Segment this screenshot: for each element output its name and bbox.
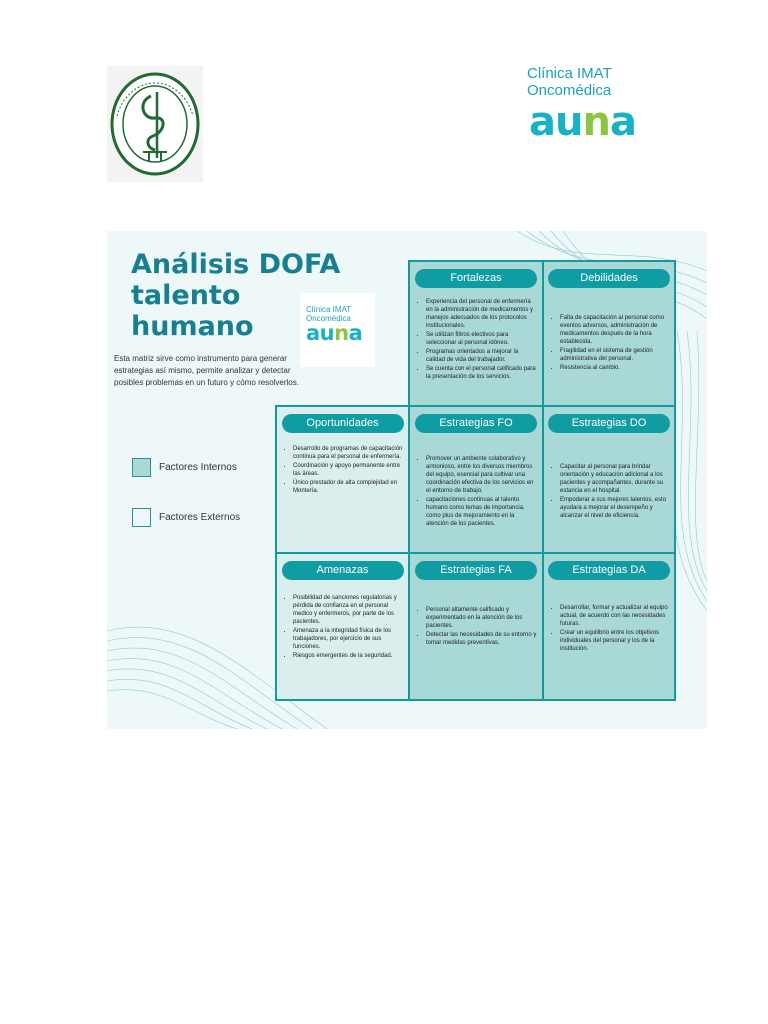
cell-estrategias-do	[542, 405, 676, 554]
legend-external	[132, 508, 240, 527]
cell-estrategias-da	[542, 552, 676, 701]
list-item: • Desarrollo de programas de capacitación continua para el personal de enfermería.	[293, 445, 404, 461]
estrategias-da-list	[550, 604, 670, 654]
list-item: • Riesgos emergentes de la seguridad.	[293, 652, 404, 660]
fortalezas-list	[416, 298, 538, 382]
title-line3: humano	[131, 311, 254, 342]
estrategias-fa-list	[416, 606, 538, 648]
legend-internal-label: Factores Internos	[159, 462, 237, 473]
clinic-name-line2: Oncomédica	[527, 82, 612, 99]
list-item: • Único prestador de alta complejidad en Montería.	[293, 479, 404, 495]
mini-auna-wordmark: auna	[306, 321, 363, 345]
list-item: • Programas orientados a mejorar la calidad de vida del trabajador.	[426, 348, 538, 364]
list-item: • capacitaciones continuas al talento humano como temas de importancia, como plus de mejoramiento en la atención de los pacientes.	[426, 496, 538, 528]
dofa-infographic	[107, 231, 707, 729]
list-item: • Experiencia del personal de enfermería en la administración de medicamentos y manejos adecuados de los protocolos institucionales.	[426, 298, 538, 330]
list-item: • Promover un ambiente colaborativo y armonioso, entre los diversos miembros del equipo, esencial para cultivar una coordinación efectiva de los servicios en el entorno de trabajo.	[426, 455, 538, 495]
list-item: • Se cuenta con el personal calificado para la presentación de los servicios.	[426, 365, 538, 381]
cell-estrategias-fo	[408, 405, 544, 554]
title-line2: talento	[131, 280, 241, 311]
cell-amenazas	[275, 552, 410, 701]
list-item: • Resistencia al cambio.	[560, 364, 670, 372]
cell-oportunidades	[275, 405, 410, 554]
list-item: • Se utilizan filtros electivos para seleccionar al personal idóneo.	[426, 331, 538, 347]
amenazas-list	[283, 594, 404, 661]
description-text: Esta matriz sirve como instrumento para generar estrategias así mismo, permite analizar y detectar posibles problemas en un futuro y cómo resolverlos.	[114, 354, 299, 387]
title-line1: Análisis DOFA	[131, 249, 341, 280]
mini-clinic-name: Clínica IMAT Oncomédica	[306, 305, 352, 323]
fortalezas-header: Fortalezas	[415, 269, 537, 288]
clinica-imat-logo	[512, 47, 658, 182]
legend-external-swatch	[132, 508, 151, 527]
estrategias-fo-list	[416, 455, 538, 529]
list-item: • Capacitar al personal para brindar orientación y educación adicional a los pacientes y acompañantes, durante su estancia en el hospital.	[560, 463, 670, 495]
list-item: • Empoderar a sus mejores talentos, esto ayudara a mejorar el desempeño y alcanzar el nivel de eficiencia.	[560, 496, 670, 520]
estrategias-do-header: Estrategias DO	[548, 414, 670, 433]
estrategias-fo-header: Estrategias FO	[415, 414, 537, 433]
universidad-de-cordoba-logo	[107, 66, 203, 182]
amenazas-header: Amenazas	[282, 561, 404, 580]
estrategias-da-header: Estrategias DA	[548, 561, 670, 580]
list-item: • Detectar las necesidades de su entorno y tomar medidas preventivas.	[426, 631, 538, 647]
list-item: • Personal altamente calificado y experimentado en la atención de los pacientes.	[426, 606, 538, 630]
oportunidades-header: Oportunidades	[282, 414, 404, 433]
list-item: • Coordinación y apoyo permanente entre las áreas.	[293, 462, 404, 478]
estrategias-fa-header: Estrategias FA	[415, 561, 537, 580]
list-item: • Desarrollar, formar y actualizar al equipo actual, de acuerdo con las necesidades futuras.	[560, 604, 670, 628]
auna-wordmark: auna	[529, 99, 636, 145]
legend-internal-swatch	[132, 458, 151, 477]
list-item: • Crear un equilibrio entre los objetivos individuales del personal y los de la institución.	[560, 629, 670, 653]
list-item: • Amenaza a la integridad física de los trabajadores, por ejercicio de sus funciones.	[293, 627, 404, 651]
clinic-name-line1: Clínica IMAT	[527, 65, 612, 82]
cell-debilidades	[542, 260, 676, 407]
list-item: • Posibilidad de sanciones regulatorias y pérdida de confianza en el personal medico y enfermeros, por parte de los pacientes.	[293, 594, 404, 626]
oportunidades-list	[283, 445, 404, 496]
clinic-name	[527, 65, 657, 99]
legend-internal	[132, 458, 237, 477]
estrategias-do-list	[550, 463, 670, 521]
debilidades-header: Debilidades	[548, 269, 670, 288]
cell-fortalezas	[408, 260, 544, 407]
debilidades-list	[550, 314, 670, 373]
cell-estrategias-fa	[408, 552, 544, 701]
list-item: • Falta de capacitación al personal como eventos adversos, administración de medicamentos después de la hora establecida.	[560, 314, 670, 346]
list-item: • Fragilidad en el sistema de gestión administrativa del personal.	[560, 347, 670, 363]
legend-external-label: Factores Externos	[159, 512, 241, 523]
